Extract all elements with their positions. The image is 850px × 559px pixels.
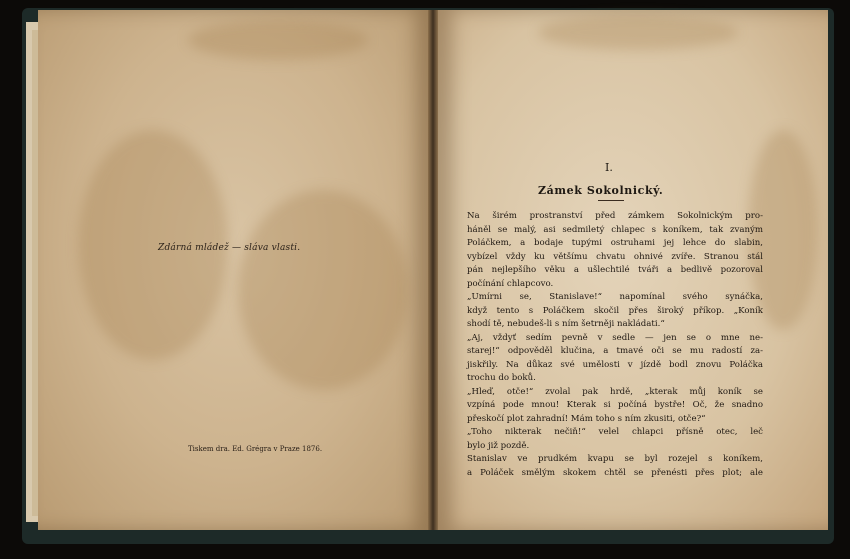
motto: Zdárná mládež — sláva vlasti. bbox=[158, 243, 301, 253]
text-line: shodí tě, nebudeš-li s ním šetrněji nakládati.“ bbox=[467, 319, 665, 329]
text-line: háněl se malý, asi sedmiletý chlapec s koníkem, tak zvaným bbox=[467, 224, 763, 235]
text-line: Poláčkem, a bodaje tupými ostruhami jej lehce do slabin, bbox=[467, 238, 763, 248]
body-text bbox=[467, 210, 763, 480]
text-line: a Poláček smělým skokem chtěl se přenésti přes plot; ale bbox=[467, 467, 763, 478]
stain bbox=[238, 190, 408, 390]
stain bbox=[538, 15, 738, 50]
text-line: „Hleď, otče!“ zvolal pak hrdě, „kterak můj koník se bbox=[467, 386, 763, 397]
text-line: trochu do boků. bbox=[467, 373, 536, 383]
text-line: Na širém prostranství před zámkem Sokolnickým pro- bbox=[467, 211, 763, 221]
printer-imprint: Tiskem dra. Ed. Grégra v Praze 1876. bbox=[188, 445, 323, 453]
text-line: Stanislav ve prudkém kvapu se byl rozejel s koníkem, bbox=[467, 454, 763, 464]
stain bbox=[188, 20, 368, 60]
title-rule bbox=[598, 200, 624, 201]
text-line: starej!“ odpověděl klučina, a tmavé oči se mu radostí za- bbox=[467, 346, 763, 356]
text-line: vzpíná pode mnou! Kterak si počíná bystře! Oč, že snadno bbox=[467, 400, 763, 410]
text-line: když tento s Poláčkem skočil přes široký příkop. „Koník bbox=[467, 305, 763, 316]
book-gutter bbox=[428, 10, 438, 530]
text-line: bylo již pozdě. bbox=[467, 440, 530, 451]
chapter-number: I. bbox=[605, 161, 613, 174]
text-line: pán nejlepšího věku a ušlechtilé tváři a bedlivě pozoroval bbox=[467, 265, 763, 275]
text-line: „Umírni se, Stanislave!“ napomínal svého synáčka, bbox=[467, 292, 763, 302]
text-line: „Aj, vždyť sedím pevně v sedle — jen se o mne ne- bbox=[467, 332, 763, 343]
text-line: vybízel vždy ku většímu chvatu ohnivé zvíře. Stranou stál bbox=[467, 251, 763, 262]
chapter-title: Zámek Sokolnický. bbox=[538, 184, 664, 197]
text-line: jiskřily. Na důkaz své umělosti v jízdě bodl znovu Poláčka bbox=[467, 359, 763, 370]
text-line: „Toho nikterak nečiň!“ velel chlapci přísně otec, leč bbox=[467, 427, 763, 437]
text-line: přeskočí plot zahradní! Mám toho s ním zkusiti, otče?“ bbox=[467, 413, 706, 424]
text-line: počínání chlapcovo. bbox=[467, 278, 554, 289]
